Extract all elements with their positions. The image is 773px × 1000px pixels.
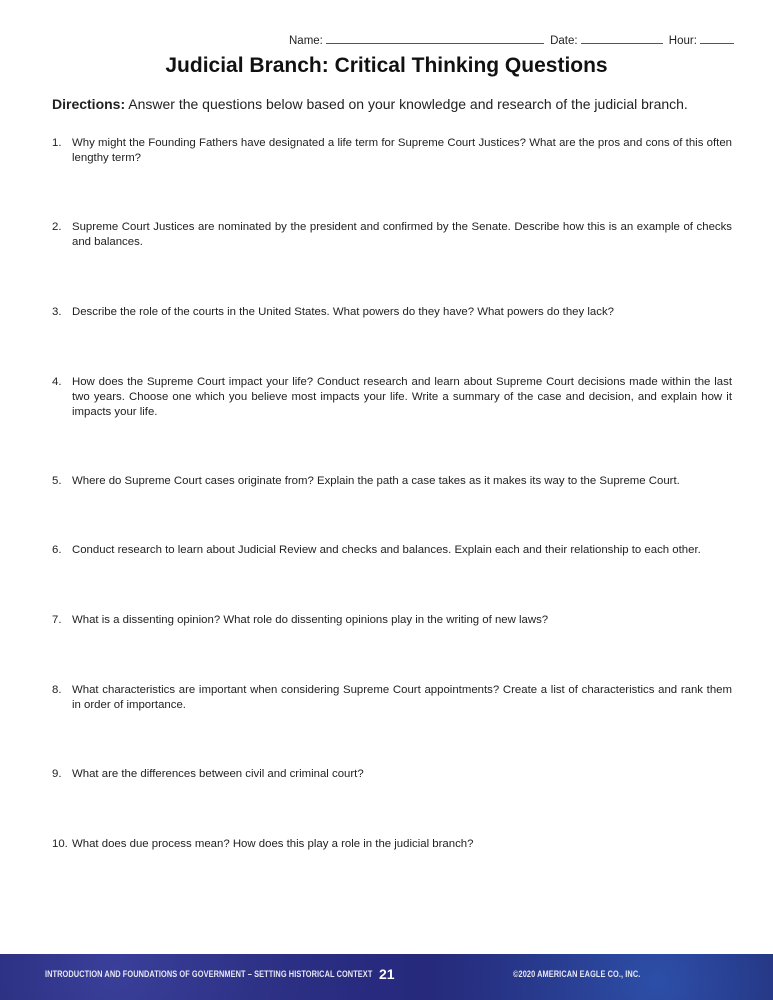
question-text: Where do Supreme Court cases originate from? Explain the path a case takes as it makes its way to the Supreme Court. — [72, 475, 680, 487]
question-number: 2. — [52, 221, 62, 233]
question-number: 10. — [52, 838, 68, 850]
question-text: Why might the Founding Fathers have designated a life term for Supreme Court Justices? What are the pros and cons of this often lengthy term? — [72, 137, 732, 164]
question-8 — [52, 683, 732, 713]
question-number: 4. — [52, 376, 62, 388]
date-label: Date: — [550, 35, 578, 47]
page-title: Judicial Branch: Critical Thinking Questions — [165, 54, 608, 77]
page-number: 21 — [379, 966, 395, 982]
question-number: 5. — [52, 475, 62, 487]
question-number: 1. — [52, 137, 62, 149]
question-7 — [52, 613, 732, 628]
question-number: 6. — [52, 544, 62, 556]
name-label: Name: — [289, 35, 323, 47]
question-text: Conduct research to learn about Judicial Review and checks and balances. Explain each and their relationship to each other. — [72, 544, 701, 556]
name-field[interactable] — [326, 33, 544, 44]
footer-course-title: INTRODUCTION AND FOUNDATIONS OF GOVERNMENT – SETTING HISTORICAL CONTEXT — [45, 969, 373, 979]
question-3 — [52, 305, 732, 320]
question-text: What characteristics are important when considering Supreme Court appointments? Create a list of characteristics and rank them in order of importance. — [72, 684, 732, 711]
directions-text: Answer the questions below based on your knowledge and research of the judicial branch. — [125, 96, 688, 112]
question-text: What are the differences between civil and criminal court? — [72, 768, 364, 780]
question-10 — [52, 837, 732, 852]
date-field[interactable] — [581, 33, 663, 44]
hour-field[interactable] — [700, 33, 734, 44]
question-number: 7. — [52, 614, 62, 626]
question-1 — [52, 136, 732, 166]
question-text: What is a dissenting opinion? What role do dissenting opinions play in the writing of new laws? — [72, 614, 549, 626]
page-footer — [0, 954, 773, 1000]
question-6 — [52, 543, 732, 558]
footer-copyright: ©2020 AMERICAN EAGLE CO., INC. — [513, 969, 641, 979]
question-text: Describe the role of the courts in the United States. What powers do they have? What powers do they lack? — [72, 306, 614, 318]
question-text: How does the Supreme Court impact your life? Conduct research and learn about Supreme Court decisions made within the last two years. Choose one which you believe most impacts your life. Write a summary of the case and decision, and explain how it impacts your life. — [72, 376, 732, 418]
directions-label: Directions: — [52, 96, 126, 112]
question-number: 3. — [52, 306, 62, 318]
directions — [52, 96, 688, 112]
question-5 — [52, 474, 732, 489]
question-number: 9. — [52, 768, 62, 780]
question-4 — [52, 375, 732, 420]
question-2 — [52, 220, 732, 250]
question-number: 8. — [52, 684, 62, 696]
question-text: Supreme Court Justices are nominated by the president and confirmed by the Senate. Describe how this is an example of checks and balances. — [72, 221, 732, 248]
hour-label: Hour: — [668, 35, 697, 47]
student-info-header — [289, 33, 737, 47]
question-9 — [52, 767, 732, 782]
question-text: What does due process mean? How does this play a role in the judicial branch? — [72, 838, 474, 850]
